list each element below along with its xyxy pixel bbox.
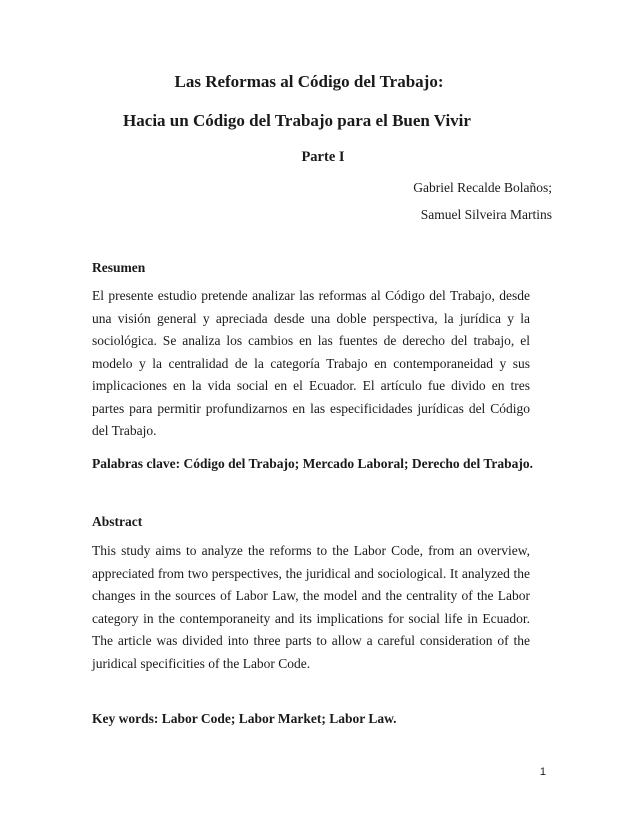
palabras-clave: Palabras clave: Código del Trabajo; Mercado Laboral; Derecho del Trabajo. — [92, 456, 533, 471]
author-2: Samuel Silveira Martins — [420, 207, 552, 222]
page-number: 1 — [539, 766, 546, 778]
title-line-2: Hacia un Código del Trabajo para el Buen Vivir — [123, 111, 471, 130]
abstract-text: This study aims to analyze the reforms to the Labor Code, from an overview, appreciated from two perspectives, the juridical and sociological. It analyzed the changes in the sources of Labor Law, the model and the centrality of the Labor category in the contemporaneity and its implications for social life in Ecuador. The article was divided into three parts to allow a careful consideration of the juridical specificities of the Labor Code. — [92, 543, 530, 671]
part-label: Parte I — [301, 149, 345, 165]
author-1: Gabriel Recalde Bolaños; — [413, 180, 552, 195]
key-words: Key words: Labor Code; Labor Market; Labor Law. — [92, 711, 397, 726]
resumen-heading: Resumen — [92, 260, 146, 275]
abstract-heading: Abstract — [92, 514, 143, 529]
resumen-text: El presente estudio pretende analizar las reformas al Código del Trabajo, desde una visión general y apreciada desde una doble perspectiva, la jurídica y la sociológica. Se analiza los cambios en las fuentes de derecho del trabajo, el modelo y la centralidad de la categoría Trabajo en contemporaneidad y sus implicaciones en la vida social en el Ecuador. El artículo fue divido en tres partes para permitir profundizarnos en las especificidades jurídicas del Código del Trabajo. — [92, 288, 530, 438]
title-line-1: Las Reformas al Código del Trabajo: — [174, 72, 444, 91]
